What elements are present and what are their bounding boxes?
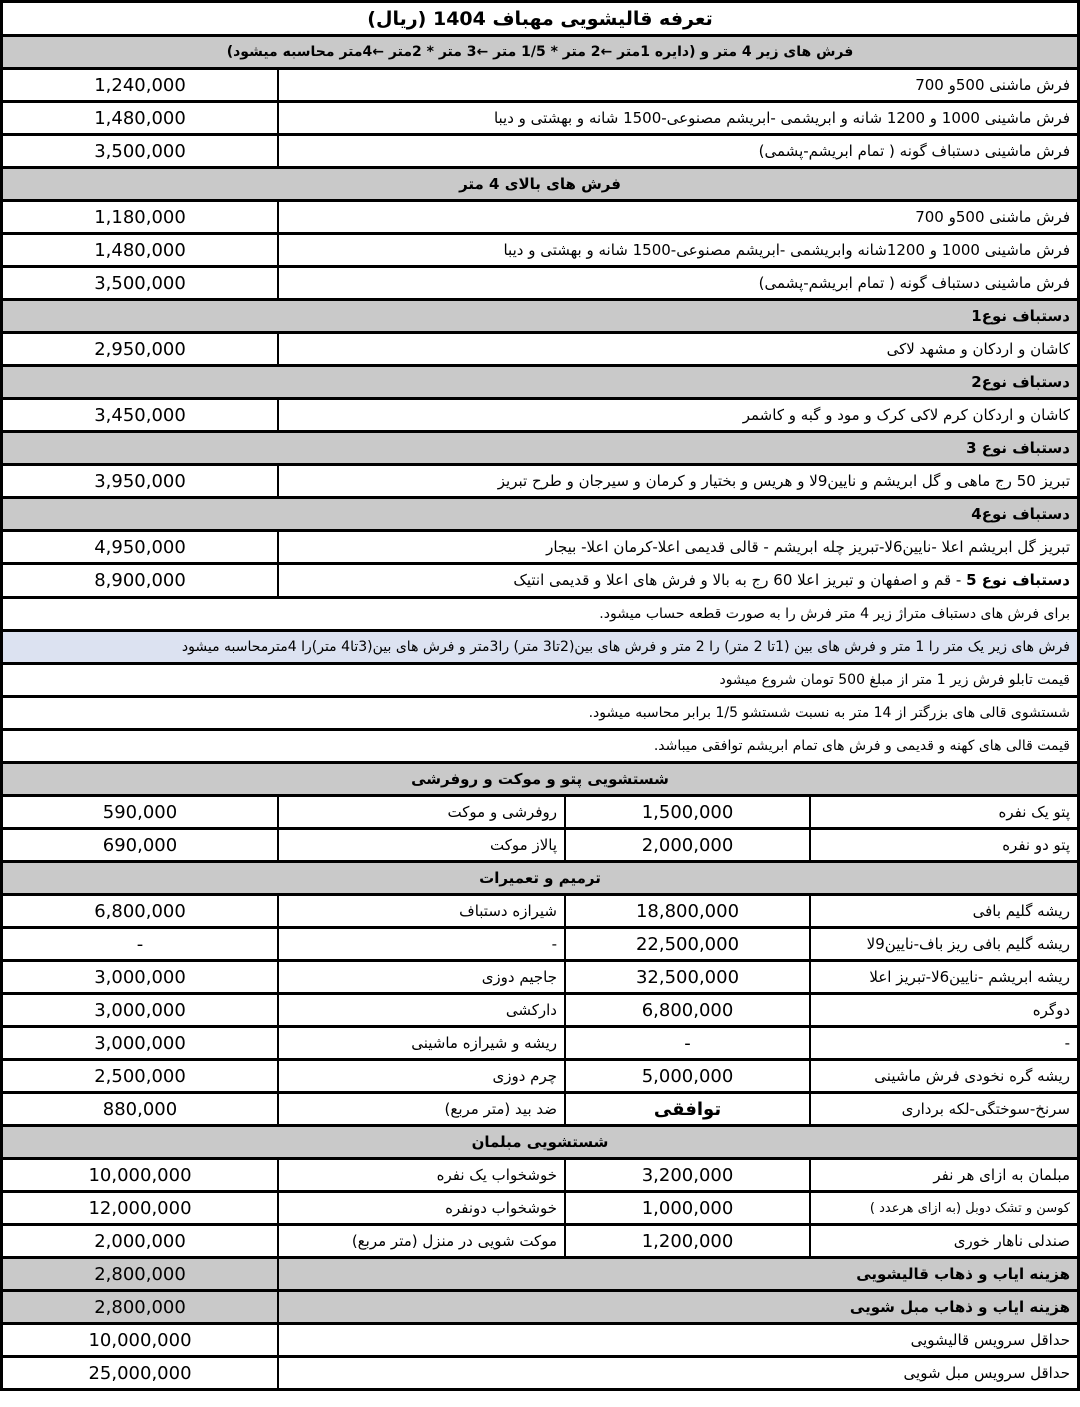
- service-label: موکت شویی در منزل (متر مربع): [279, 1226, 566, 1256]
- price-value: 1,480,000: [3, 235, 279, 265]
- service-label: هزینه ایاب و ذهاب مبل شویی: [279, 1292, 1077, 1322]
- table-row-fee-transport-furniture: [3, 1292, 1077, 1325]
- table-row-over4-2: [3, 235, 1077, 268]
- price-value: 3,000,000: [3, 962, 279, 992]
- service-label: مبلمان به ازای هر نفر: [933, 1166, 1070, 1184]
- price-value: 5,000,000: [566, 1061, 811, 1091]
- service-label: کاشان و اردکان کرم لاکی کرک و مود و گبه و کاشمر: [742, 406, 1070, 424]
- service-label: ریشه گره نخودی فرش ماشینی: [874, 1067, 1070, 1085]
- service-label: دوگره: [1032, 1001, 1070, 1019]
- table-row-blankets-1: [3, 797, 1077, 830]
- service-label: روفرشی و موکت: [279, 797, 566, 827]
- service-label: چرم دوزی: [279, 1061, 566, 1091]
- price-value: 10,000,000: [3, 1325, 279, 1355]
- service-label-bold-prefix: دستباف نوع 5: [966, 571, 1070, 589]
- section-header-row-repairs: [3, 863, 1077, 896]
- table-row-min-service-furniture: [3, 1358, 1077, 1388]
- price-value: 3,500,000: [3, 268, 279, 298]
- price-value: -: [3, 929, 279, 959]
- price-value: 880,000: [3, 1094, 279, 1124]
- service-label: فرش ماشنی 500و 700: [915, 76, 1070, 94]
- price-value: 2,950,000: [3, 334, 279, 364]
- price-value: 3,450,000: [3, 400, 279, 430]
- service-label: ریشه و شیرازه ماشینی: [279, 1028, 566, 1058]
- table-row-handmade-1: [3, 334, 1077, 367]
- price-value: 2,000,000: [566, 830, 811, 860]
- service-label: تبریز 50 رج ماهی و گل ابریشم و نایین9لا و هریس و بختیار و کرمان و سیرجان و طرح تبریز: [497, 472, 1070, 490]
- section-header-furniture: شستشویی مبلمان: [3, 1127, 1077, 1157]
- price-value: 590,000: [3, 797, 279, 827]
- price-value: 3,000,000: [3, 1028, 279, 1058]
- note-row-5: [3, 731, 1077, 764]
- price-value: 2,800,000: [3, 1292, 279, 1322]
- price-value: 2,800,000: [3, 1259, 279, 1289]
- page-title: تعرفه قالیشویی مهباف 1404 (ریال): [367, 7, 713, 30]
- service-label: سرنخ-سوختگی-لکه برداری: [901, 1100, 1070, 1118]
- service-label: تبریز گل ابریشم اعلا -نایین6لا-تبریز چله ابریشم - قالی قدیمی اعلا-کرمان اعلا- بیجار: [546, 538, 1070, 556]
- price-value: 12,000,000: [3, 1193, 279, 1223]
- section-header-row-handmade-3: [3, 433, 1077, 466]
- service-label: [279, 565, 1077, 596]
- table-row-repairs-6: [3, 1061, 1077, 1094]
- service-label: ریشه گلیم بافی ریز باف-نایین9لا: [866, 935, 1070, 953]
- service-label: جاجیم دوزی: [279, 962, 566, 992]
- table-row-under4-2: [3, 103, 1077, 136]
- table-row-under4-1: [3, 70, 1077, 103]
- price-value: 3,000,000: [3, 995, 279, 1025]
- table-row-blankets-2: [3, 830, 1077, 863]
- price-value: 2,000,000: [3, 1226, 279, 1256]
- section-header-blankets: شستشویی پتو و موکت و روفرشی: [3, 764, 1077, 794]
- price-value: 8,900,000: [3, 565, 279, 596]
- service-label: حداقل سرویس قالیشویی: [910, 1331, 1070, 1349]
- note-text: برای فرش های دستباف متراژ زیر 4 متر فرش را به صورت قطعه حساب میشود.: [599, 606, 1070, 622]
- section-header-handmade-type3: دستباف نوع 3: [3, 433, 1077, 463]
- price-value: 3,200,000: [566, 1160, 811, 1190]
- table-row-over4-3: [3, 268, 1077, 301]
- service-label: دارکشی: [279, 995, 566, 1025]
- price-value: 25,000,000: [3, 1358, 279, 1388]
- table-row-repairs-4: [3, 995, 1077, 1028]
- price-value: 1,480,000: [3, 103, 279, 133]
- note-row-2: [3, 632, 1077, 665]
- table-row-fee-transport-carpet: [3, 1259, 1077, 1292]
- service-label: صندلی ناهار خوری: [953, 1232, 1070, 1250]
- table-row-repairs-2: [3, 929, 1077, 962]
- price-value: 1,240,000: [3, 70, 279, 100]
- table-row-handmade-5: [3, 565, 1077, 599]
- table-row-furniture-1: [3, 1160, 1077, 1193]
- section-header-over-4m: فرش های بالای 4 متر: [3, 169, 1077, 199]
- table-row-repairs-3: [3, 962, 1077, 995]
- table-row-handmade-2: [3, 400, 1077, 433]
- price-value: 690,000: [3, 830, 279, 860]
- title-row: [3, 3, 1077, 37]
- table-row-furniture-2: [3, 1193, 1077, 1226]
- price-value: 32,500,000: [566, 962, 811, 992]
- service-label: خوشخواب یک نفره: [279, 1160, 566, 1190]
- service-label: پتو دو نفره: [1002, 836, 1070, 854]
- table-row-min-service-carpet: [3, 1325, 1077, 1358]
- price-value: 18,800,000: [566, 896, 811, 926]
- table-row-repairs-5: [3, 1028, 1077, 1061]
- price-value: 10,000,000: [3, 1160, 279, 1190]
- service-label: پتو یک نفره: [998, 803, 1070, 821]
- price-value: 2,500,000: [3, 1061, 279, 1091]
- note-text: قیمت تابلو فرش زیر 1 متر از مبلغ 500 تومان شروع میشود: [719, 672, 1070, 688]
- service-label: فرش ماشینی 1000 و 1200 شانه و ابریشمی -ابریشم مصنوعی-1500 شانه و بهشتی و دیبا: [493, 109, 1070, 127]
- section-header-handmade-type2: دستباف نوع2: [3, 367, 1077, 397]
- service-label: ریشه ابریشم -نایین6لا-تبریز اعلا: [869, 968, 1070, 986]
- service-label: فرش ماشنی 500و 700: [915, 208, 1070, 226]
- price-value: -: [566, 1028, 811, 1058]
- service-label: -: [279, 929, 566, 959]
- service-label: ضد بید (متر مربع): [279, 1094, 566, 1124]
- section-header-row-handmade-1: [3, 301, 1077, 334]
- service-label-rest: - قم و اصفهان و تبریز اعلا 60 رج به بالا و فرش های اعلا و قدیمی انتیک: [513, 571, 967, 589]
- table-row-under4-3: [3, 136, 1077, 169]
- service-label: خوشخواب دونفره: [279, 1193, 566, 1223]
- section-header-handmade-type4: دستباف نوع4: [3, 499, 1077, 529]
- note-row-1: [3, 599, 1077, 632]
- service-label: -: [1064, 1034, 1070, 1052]
- note-row-4: [3, 698, 1077, 731]
- table-row-repairs-1: [3, 896, 1077, 929]
- note-row-3: [3, 665, 1077, 698]
- price-value: 6,800,000: [3, 896, 279, 926]
- table-row-handmade-4: [3, 532, 1077, 565]
- section-header-handmade-type1: دستباف نوع1: [3, 301, 1077, 331]
- section-header-repairs: ترمیم و تعمیرات: [3, 863, 1077, 893]
- service-label: فرش ماشینی 1000 و 1200شانه وابریشمی -ابریشم مصنوعی-1500 شانه و بهشتی و دیبا: [503, 241, 1070, 259]
- price-value: 3,500,000: [3, 136, 279, 166]
- service-label: ریشه گلیم بافی: [972, 902, 1070, 920]
- price-value: 3,950,000: [3, 466, 279, 496]
- price-value-negotiable: توافقی: [566, 1094, 811, 1124]
- service-label: فرش ماشینی دستباف گونه ( تمام ابریشم-پشمی): [758, 274, 1070, 292]
- note-text-highlighted: فرش های زیر یک متر را 1 متر و فرش های بین (1تا 2 متر) را 2 متر و فرش های بین(2تا3 متر) را3متر و فرش های بین(3تا4 متر)را 4مترمحاسبه میشود: [3, 632, 1077, 662]
- section-header-row-handmade-2: [3, 367, 1077, 400]
- table-row-handmade-3: [3, 466, 1077, 499]
- section-header-row-furniture: [3, 1127, 1077, 1160]
- price-value: 1,000,000: [566, 1193, 811, 1223]
- section-header-under-4m: فرش های زیر 4 متر و (دایره 1متر ←2 متر * 1/5 متر ←3 متر * 2متر ←4متر محاسبه میشود): [3, 37, 1077, 67]
- service-label: شیرازه دستباف: [279, 896, 566, 926]
- service-label: کوسن و تشک دوبل (به ازای هرعدد ): [869, 1200, 1070, 1216]
- price-value: 6,800,000: [566, 995, 811, 1025]
- service-label: کاشان و اردکان و مشهد لاکی: [886, 340, 1070, 358]
- service-label: هزینه ایاب و ذهاب قالیشویی: [279, 1259, 1077, 1289]
- note-text: شستشوی قالی های بزرگتر از 14 متر به نسبت شستشو 1/5 برابر محاسبه میشود.: [588, 705, 1070, 721]
- note-text: قیمت قالی های کهنه و قدیمی و فرش های تمام ابریشم توافقی میباشد.: [653, 738, 1070, 754]
- price-value: 1,500,000: [566, 797, 811, 827]
- section-header-row-handmade-4: [3, 499, 1077, 532]
- price-value: 1,200,000: [566, 1226, 811, 1256]
- table-row-repairs-7: [3, 1094, 1077, 1127]
- service-label: فرش ماشینی دستباف گونه ( تمام ابریشم-پشمی): [758, 142, 1070, 160]
- service-label: حداقل سرویس مبل شویی: [903, 1364, 1070, 1382]
- service-label: پالاز موکت: [279, 830, 566, 860]
- section-header-row-under4m: [3, 37, 1077, 70]
- price-value: 22,500,000: [566, 929, 811, 959]
- section-header-row-blankets: [3, 764, 1077, 797]
- table-row-over4-1: [3, 202, 1077, 235]
- section-header-row-over4m: [3, 169, 1077, 202]
- price-value: 4,950,000: [3, 532, 279, 562]
- price-value: 1,180,000: [3, 202, 279, 232]
- table-row-furniture-3: [3, 1226, 1077, 1259]
